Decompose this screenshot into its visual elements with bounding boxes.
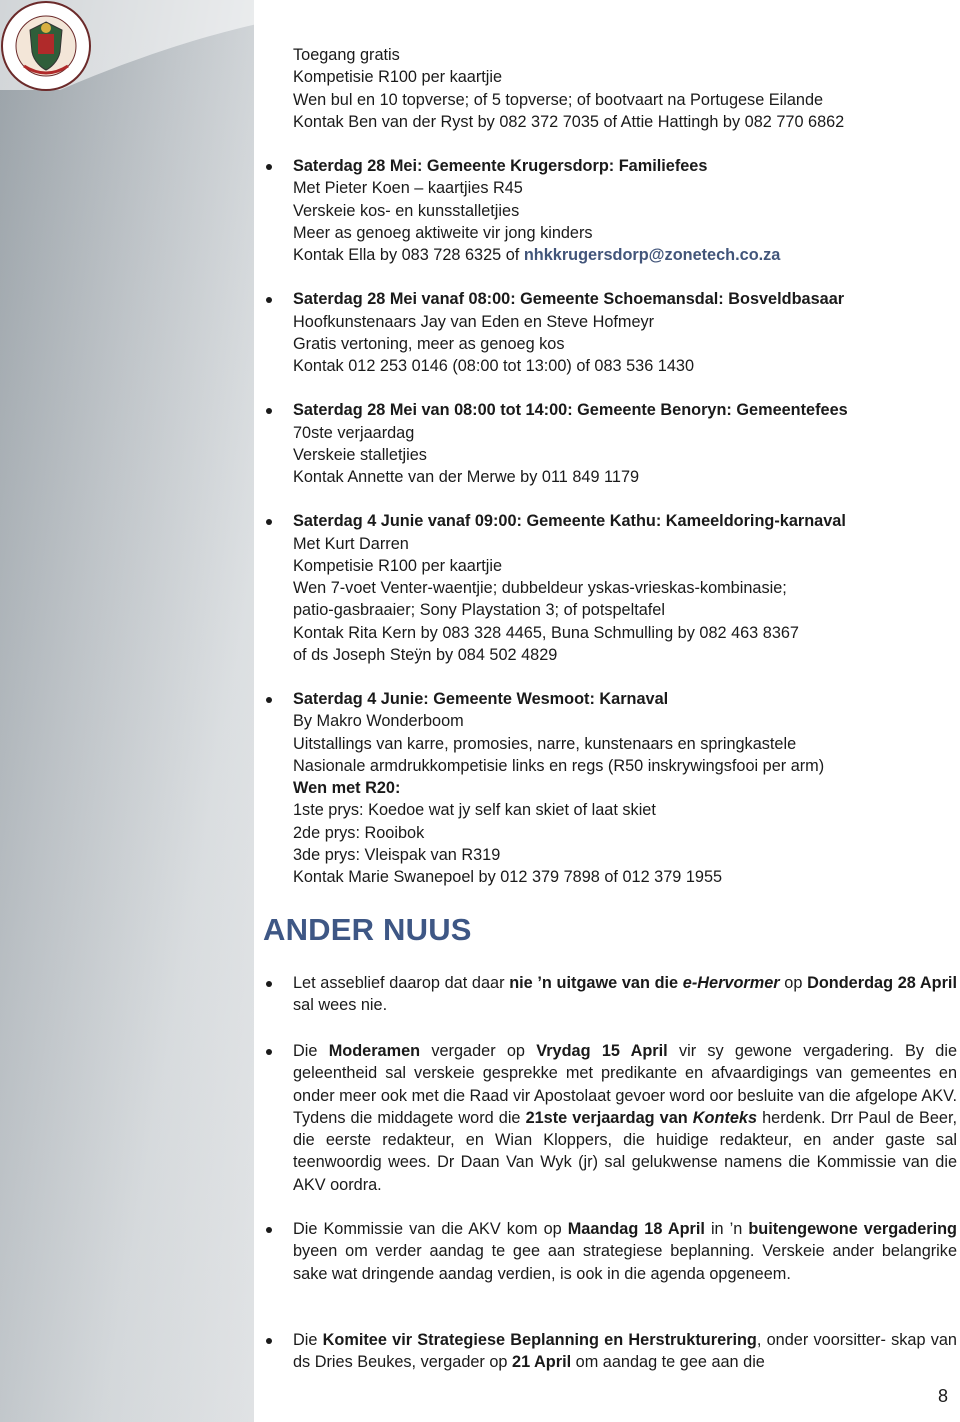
intro-line: Kontak Ben van der Ryst by 082 372 7035 of Attie Hattingh by 082 770 6862 <box>293 112 845 131</box>
news-bold: Moderamen <box>328 1042 421 1060</box>
event-title: Saterdag 4 Junie vanaf 09:00: Gemeente Kathu: Kameeldoring-karnaval <box>293 512 846 531</box>
event-line: 1ste prys: Koedoe wat jy self kan skiet of laat skiet <box>293 801 656 820</box>
event-line: Uitstallings van karre, promosies, narre, kunstenaars en springkastele <box>293 734 797 753</box>
bullet-icon <box>266 519 272 525</box>
news-text: vergader op <box>420 1042 537 1060</box>
event-item <box>293 155 957 266</box>
bullet-icon <box>266 1338 272 1344</box>
event-item <box>293 288 957 377</box>
news-item <box>293 1329 957 1374</box>
event-line: Kontak 012 253 0146 (08:00 tot 13:00) of 083 536 1430 <box>293 357 695 375</box>
event-line: of ds Joseph Steÿn by 084 502 4829 <box>293 645 558 664</box>
news-bold: 21 April <box>512 1353 572 1372</box>
bullet-icon <box>266 697 272 703</box>
news-text: Let asseblief daarop dat daar <box>293 974 510 992</box>
news-bold: buitengewone vergadering <box>748 1220 958 1238</box>
event-line: patio-gasbraaier; Sony Playstation 3; of potspeltafel <box>293 601 665 620</box>
event-line: Kontak Rita Kern by 083 328 4465, Buna Schmulling by 082 463 8367 <box>293 623 799 642</box>
event-line: Met Kurt Darren <box>293 534 409 553</box>
bullet-icon <box>266 297 272 303</box>
news-text: herdenk. Drr Paul de Beer, die eerste redakteur, en Wian Kloppers, die huidige redakteur, en ander gaste sal teenwoordig wees. Dr Daan Van Wyk (jr) sal gelukwense namens die Kommissie van die AKV oordra. <box>293 1108 957 1194</box>
news-item <box>293 1218 957 1285</box>
news-text: om aandag te gee aan die <box>571 1353 765 1372</box>
bullet-icon <box>266 408 272 414</box>
church-seal-logo <box>0 0 100 100</box>
events-list <box>293 44 957 910</box>
news-text: Die <box>293 1331 323 1349</box>
news-bold: Maandag 18 April <box>567 1220 705 1238</box>
event-title: Saterdag 28 Mei: Gemeente Krugersdorp: Familiefees <box>293 157 708 175</box>
news-bold: 21ste verjaardag van <box>525 1108 693 1127</box>
intro-line: Kompetisie R100 per kaartjie <box>293 68 503 87</box>
bullet-icon <box>266 164 272 170</box>
bullet-icon <box>266 981 272 987</box>
publication-name: Konteks <box>692 1108 758 1127</box>
prize-heading: Wen met R20: <box>293 779 401 797</box>
news-text: vir sy gewone vergadering. By die geleentheid sal verskeie gesprekke met predikante en afvaardigings van gemeentes en onder meer ook met die Raad vir Apostolaat gevoer word oor besluite van die afgelope AKV. Tydens die middagete word die <box>293 1042 957 1127</box>
news-bold: nie ’n uitgawe van die <box>509 974 683 992</box>
event-line: Wen 7-voet Venter-waentjie; dubbeldeur yskas-vrieskas-kombinasie; <box>293 579 787 597</box>
event-line: Kompetisie R100 per kaartjie <box>293 556 503 575</box>
news-bold: Vrydag 15 April <box>536 1042 668 1060</box>
event-line: Nasionale armdrukkompetisie links en regs (R50 inskrywingsfooi per arm) <box>293 756 825 775</box>
event-line: Hoofkunstenaars Jay van Eden en Steve Hofmeyr <box>293 312 655 331</box>
event-line: Meer as genoeg aktiweite vir jong kinders <box>293 223 593 242</box>
intro-block <box>293 44 957 133</box>
event-line: Gratis vertoning, meer as genoeg kos <box>293 334 565 353</box>
event-line: 3de prys: Vleispak van R319 <box>293 845 501 864</box>
decorative-sidebar <box>0 0 254 1422</box>
news-text: op <box>779 974 808 992</box>
news-bold: Komitee vir Strategiese Beplanning en Herstrukturering <box>322 1331 757 1349</box>
event-line: By Makro Wonderboom <box>293 712 464 731</box>
event-title: Saterdag 28 Mei vanaf 08:00: Gemeente Schoemansdal: Bosveldbasaar <box>293 290 845 309</box>
intro-line: Wen bul en 10 topverse; of 5 topverse; of bootvaart na Portugese Eilande <box>293 90 824 109</box>
news-item <box>293 972 957 1017</box>
event-line: Kontak Marie Swanepoel by 012 379 7898 of 012 379 1955 <box>293 868 723 886</box>
event-title: Saterdag 4 Junie: Gemeente Wesmoot: Karnaval <box>293 690 669 708</box>
event-contact <box>293 244 957 266</box>
event-line: Met Pieter Koen – kaartjies R45 <box>293 179 523 198</box>
news-text: in ’n <box>704 1220 749 1238</box>
contact-text: Kontak Ella by 083 728 6325 of <box>293 246 524 264</box>
event-item <box>293 399 957 488</box>
section-heading: ANDER NUUS <box>263 912 472 947</box>
event-line: 70ste verjaardag <box>293 423 415 442</box>
news-bold: Donderdag 28 April <box>807 974 957 992</box>
page-number: 8 <box>938 1386 949 1406</box>
news-text: byeen om verder aandag te gee aan strategiese beplanning. Verskeie ander belangrike sake wat dringende aandag verdien, is ook in die agenda opgeneem. <box>293 1242 957 1283</box>
bullet-icon <box>266 1227 272 1233</box>
publication-name: e-Hervormer <box>682 974 780 992</box>
bullet-icon <box>266 1049 272 1055</box>
email-link[interactable]: nhkkrugersdorp@zonetech.co.za <box>523 246 781 264</box>
intro-line: Toegang gratis <box>293 46 400 64</box>
event-line: 2de prys: Rooibok <box>293 823 425 842</box>
event-item <box>293 688 957 888</box>
event-line: Verskeie kos- en kunsstalletjies <box>293 201 520 220</box>
event-item <box>293 510 957 666</box>
news-text: , onder voorsitter- skap van ds Dries Beukes, vergader op <box>293 1331 957 1372</box>
news-text: sal wees nie. <box>293 996 388 1015</box>
news-text: Die <box>293 1042 329 1060</box>
news-text: Die Kommissie van die AKV kom op <box>293 1220 568 1238</box>
news-item <box>293 1040 957 1196</box>
event-line: Verskeie stalletjies <box>293 445 427 464</box>
event-title: Saterdag 28 Mei van 08:00 tot 14:00: Gemeente Benoryn: Gemeentefees <box>293 401 848 420</box>
event-line: Kontak Annette van der Merwe by 011 849 1179 <box>293 468 640 486</box>
